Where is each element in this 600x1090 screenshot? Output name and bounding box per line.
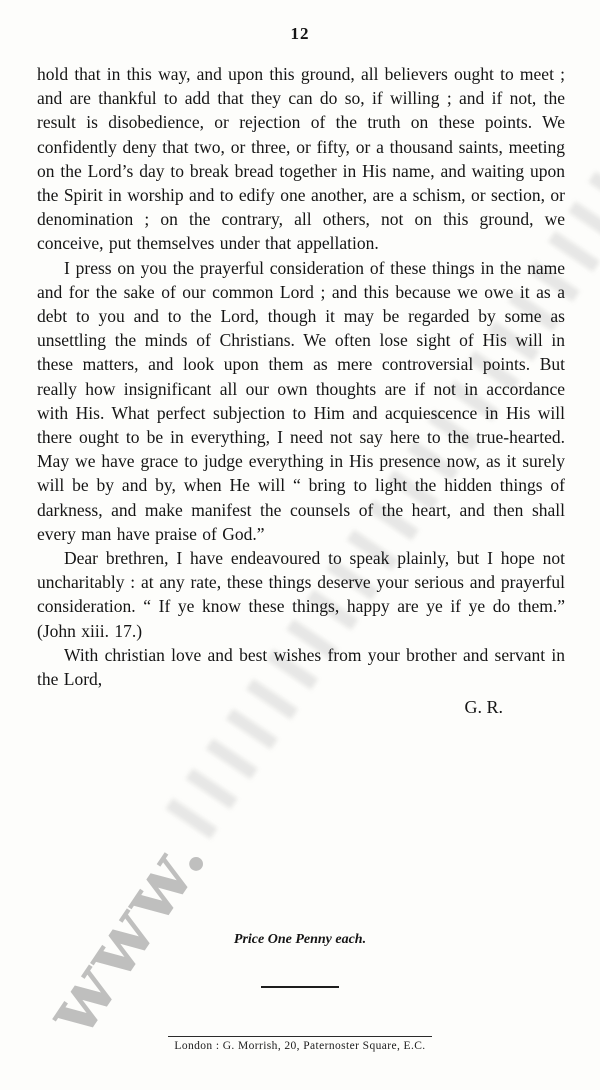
page-body bbox=[37, 62, 565, 719]
page-number: 12 bbox=[290, 24, 310, 43]
paragraph-4: With christian love and best wishes from your brother and servant in the Lord, bbox=[37, 644, 565, 690]
section-divider-rule bbox=[261, 986, 339, 988]
imprint-block bbox=[0, 1036, 600, 1052]
paragraph-3: Dear brethren, I have endeavoured to speak plainly, but I hope not uncharitably : at any rate, these things deserve your serious and prayerful consideration. “ If ye know these things, happy are ye if ye do them.” (John xiii. 17.) bbox=[37, 548, 565, 641]
price-line: Price One Penny each. bbox=[233, 932, 367, 947]
paragraph-1: hold that in this way, and upon this ground, all believers ought to meet ; and are thankful to add that they can do so, if willing ; and if not, the result is disobedience, or rejection of the truth on these points. We confidently deny that two, or three, or fifty, or a thousand saints, meeting on the Lord’s day to break bread together in His name, and waiting upon the Spirit in worship and to edify one another, are a schism, or section, or denomination ; on the contrary, all others, not on this ground, we conceive, put themselves under that appellation. bbox=[37, 64, 565, 254]
publisher-imprint: London : G. Morrish, 20, Paternoster Square, E.C. bbox=[174, 1040, 426, 1052]
paragraph-2: I press on you the prayerful consideration of these things in the name and for the sake of our common Lord ; and this because we owe it as a debt to you and to the Lord, though it may be regarded by some as unsettling the minds of Christians. We often lose sight of His will in these matters, and look upon them as mere controversial points. But really how insignificant all our own thoughts are if not in accordance with His. What perfect subjection to Him and acquiescence in His will there ought to be in everything, I need not say here to the true-hearted. May we have grace to judge everything in His presence now, as it surely will be by and by, when He will “ bring to light the hidden things of darkness, and make manifest the counsels of the heart, and then shall every man have praise of God.” bbox=[37, 257, 565, 544]
imprint-rule bbox=[168, 1036, 432, 1037]
watermark-text: www. bbox=[28, 125, 600, 1050]
signature-initials: G. R. bbox=[464, 697, 503, 718]
